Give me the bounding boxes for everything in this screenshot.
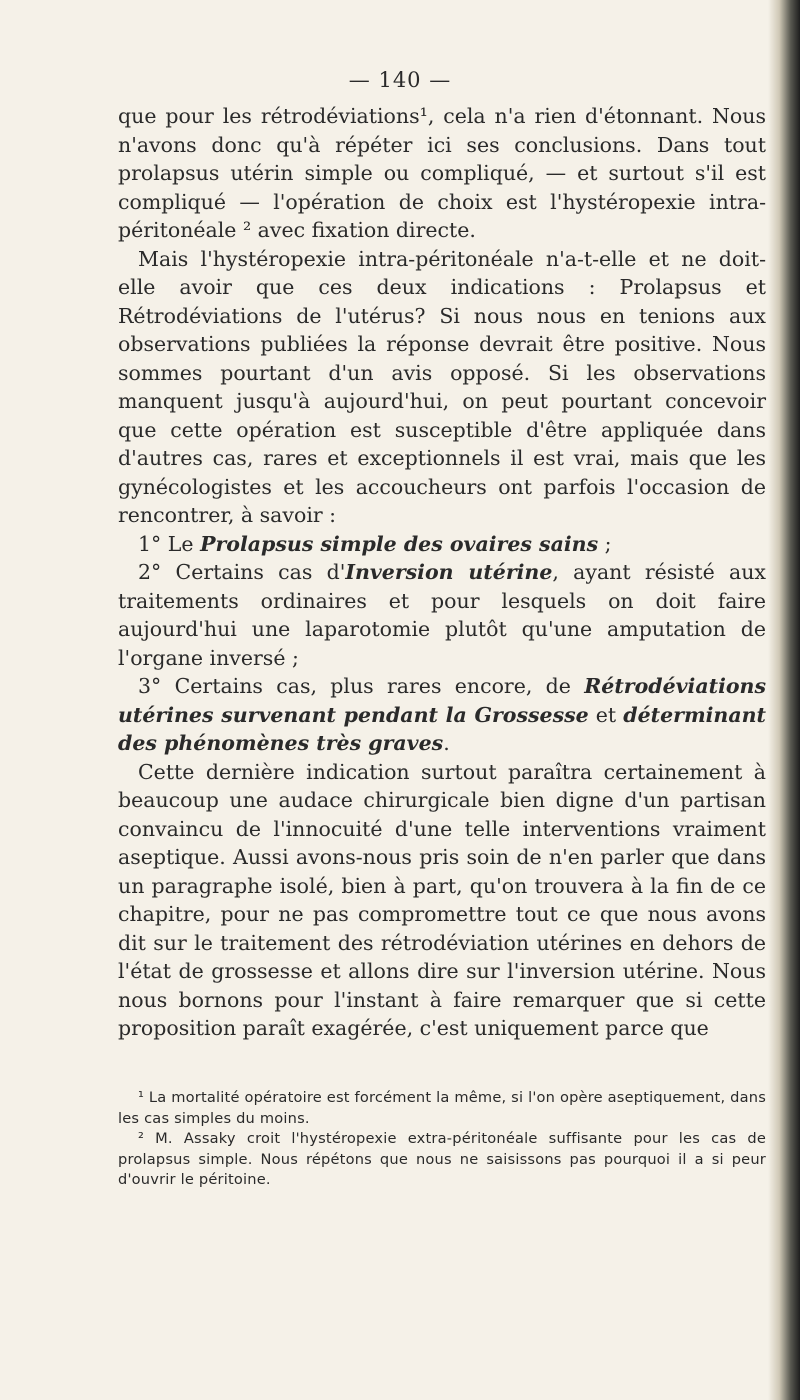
list-item-1-suffix: ; — [598, 531, 612, 556]
list-item-1-emphasis: Prolapsus simple des ovaires sains — [200, 531, 599, 556]
list-item-2-prefix: 2° Certains cas d' — [138, 560, 346, 584]
list-item-2-emphasis: Inversion utérine — [345, 560, 553, 584]
page-edge-shadow — [768, 0, 800, 1400]
list-item-3-prefix: 3° Certains cas, plus rares encore, de — [138, 674, 585, 698]
paragraph-conclusion: Cette dernière indication surtout paraîtra certainement à beaucoup une audace chirurgicale bien digne d'un partisan convaincu de l'innocuité d'une telle interventions vraiment aseptique. Aussi avons-nous pris soin de n'en parler que dans un paragraphe isolé, bien à part, qu'on trouvera à la fin de ce chapitre, pour ne pas compromettre tout ce que nous avons dit sur le traitement des rétrodéviation utérines en dehors de l'état de grossesse et allons dire sur l'inversion utérine. Nous nous bornons pour l'instant à faire remarquer que si cette proposition paraît exagérée, c'est uniquement parce que — [118, 759, 766, 1040]
list-item-2-suffix: , ayant résisté aux traitements ordinaires et pour lesquels on doit faire aujourd'hui une laparotomie plutôt qu'une amputation de l'organe inversé ; — [118, 560, 766, 670]
list-item-3-mid: et — [588, 702, 624, 727]
footnote-2: ² M. Assaky croit l'hystéropexie extra-péritonéale suffisante pour les cas de prolapsus simple. Nous répétons que nous ne saisissons pas pourquoi il a si peur d'ouvrir le péritoine. — [118, 1130, 766, 1188]
list-item-1-prefix: 1° Le — [138, 531, 201, 556]
paragraph-question: Mais l'hystéropexie intra-péritonéale n'a-t-elle et ne doit-elle avoir que ces deux indications : Prolapsus et Rétrodéviations de l'utérus? Si nous nous en tenions aux observations publiées la réponse devrait être positive. Nous sommes pourtant d'un avis opposé. Si les observations manquent jusqu'à aujourd'hui, on peut pourtant concevoir que cette opération est susceptible d'être appliquée dans d'autres cas, rares et exceptionnels il est vrai, mais que les gynécologistes et les accoucheurs ont parfois l'occasion de rencontrer, à savoir : — [118, 246, 766, 527]
list-item-2 — [118, 558, 766, 672]
list-item-3-suffix: . — [443, 731, 450, 755]
list-item-3-emphasis-1: Rétrodéviations utérines survenant pendant la Grossesse — [118, 674, 766, 727]
paragraph-intro: que pour les rétrodéviations¹, cela n'a rien d'étonnant. Nous n'avons donc qu'à répéter ici ses conclusions. Dans tout prolapsus utérin simple ou compliqué, — et surtout s'il est compliqué — l'opération de choix est l'hystéropexie intra-péritonéale ² avec fixation directe. — [118, 104, 766, 242]
footnote-1: ¹ La mortalité opératoire est forcément la même, si l'on opère aseptiquement, dans les cas simples du moins. — [118, 1089, 766, 1127]
page-number: — 140 — — [348, 68, 452, 92]
main-text — [118, 102, 766, 1043]
list-item-3-emphasis-2: déterminant des phénomènes très graves — [118, 702, 766, 755]
list-item-1 — [118, 530, 766, 559]
footnotes — [118, 1088, 766, 1191]
list-item-3 — [118, 672, 766, 758]
